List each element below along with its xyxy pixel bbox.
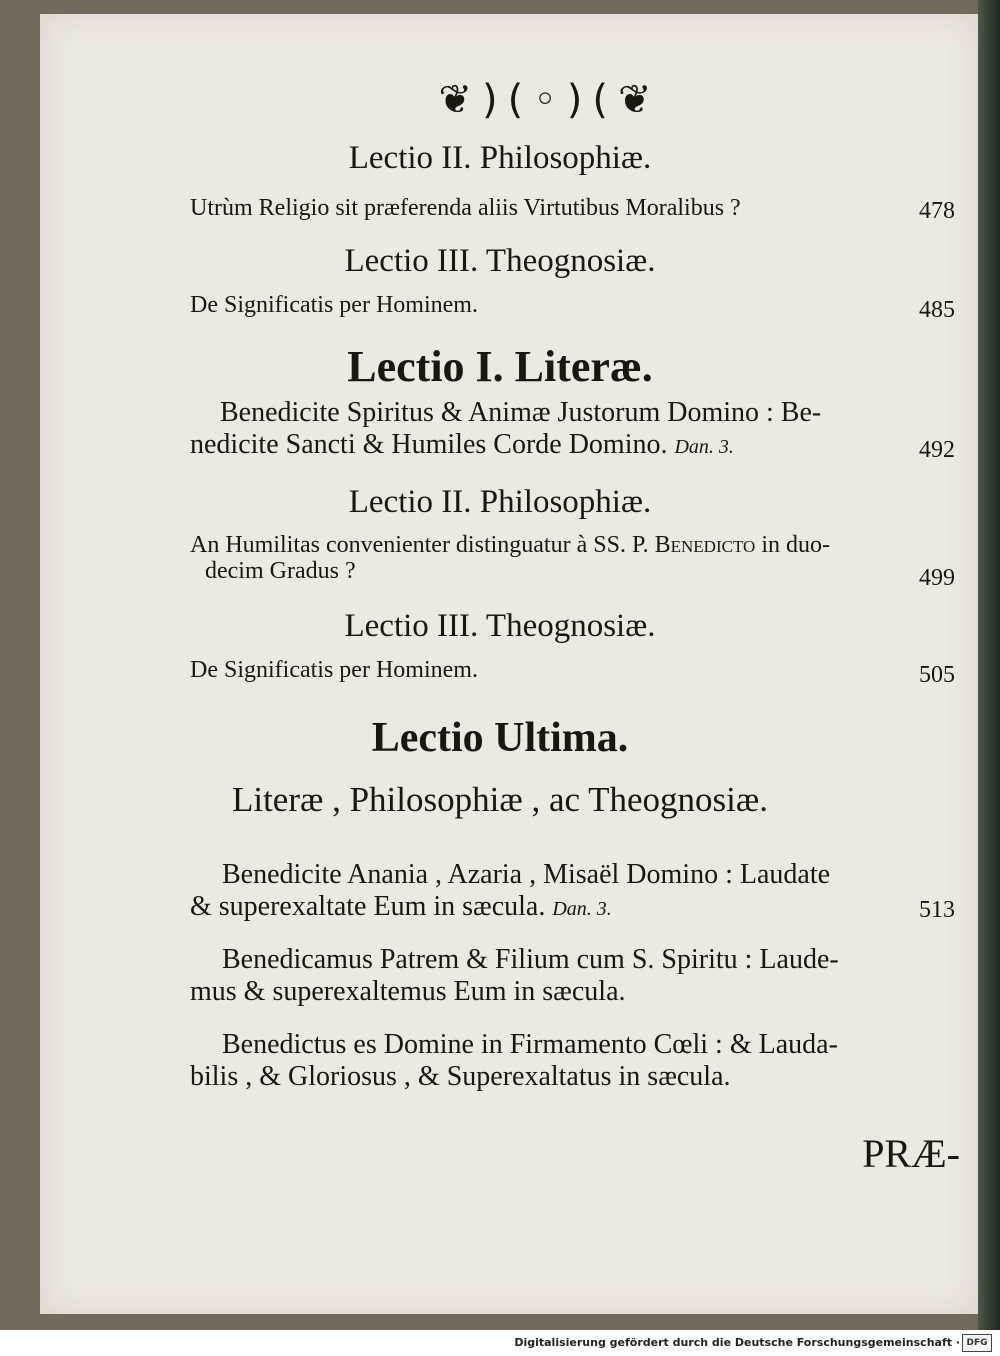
- page-number-2: 485: [919, 297, 955, 323]
- section-entry-4-smallcaps: Benedicto: [654, 532, 756, 558]
- section-heading-5: Lectio III. Theognosiæ.: [344, 608, 656, 644]
- section-entry-3-line2-text: nedicite Sancti & Humiles Corde Domino.: [190, 429, 668, 460]
- final-entry-3-line2: bilis , & Gloriosus , & Superexaltatus in sæcula.: [190, 1061, 731, 1092]
- page-number-1: 478: [919, 198, 955, 224]
- dfg-logo-icon: DFG: [962, 1334, 992, 1352]
- section-entry-4-line1b: in duo-: [761, 532, 830, 558]
- section-heading-2: Lectio III. Theognosiæ.: [344, 243, 656, 279]
- final-entry-2-line1: Benedicamus Patrem & Filium cum S. Spiritu : Laude-: [222, 944, 839, 975]
- footer-credit-text: Digitalisierung gefördert durch die Deutsche Forschungsgemeinschaft ·: [514, 1336, 960, 1349]
- section-entry-4-line1a: An Humilitas convenienter distinguatur à SS. P.: [190, 532, 649, 558]
- final-entry-1-line2: [190, 890, 960, 926]
- ornament-divider-icon: ❦)(◦)(❦: [438, 77, 662, 123]
- section-entry-2: De Significatis per Hominem.: [190, 292, 478, 318]
- section-heading-3: Lectio I. Literæ.: [347, 342, 653, 391]
- section-entry-4-line2: decim Gradus ?: [205, 558, 356, 584]
- section-heading-4: Lectio II. Philosophiæ.: [348, 484, 652, 520]
- section-entry-5: De Significatis per Hominem.: [190, 657, 478, 683]
- page-number-3: 492: [919, 437, 955, 463]
- section-entry-1: Utrùm Religio sit præferenda aliis Virtutibus Moralibus ?: [190, 195, 741, 221]
- final-entry-2-line2: mus & superexaltemus Eum in sæcula.: [190, 976, 626, 1007]
- scripture-reference-3: Dan. 3.: [674, 436, 734, 458]
- final-heading: Lectio Ultima.: [371, 715, 629, 761]
- section-heading-1: Lectio II. Philosophiæ.: [348, 140, 652, 176]
- final-entry-1-line2-text: & superexaltate Eum in sæcula.: [190, 891, 546, 922]
- final-subheading: Literæ , Philosophiæ , ac Theognosiæ.: [231, 780, 768, 819]
- page-number-4: 499: [919, 565, 955, 591]
- section-entry-3-line1: Benedicite Spiritus & Animæ Justorum Domino : Be-: [220, 397, 822, 428]
- final-entry-3-line1: Benedictus es Domine in Firmamento Cœli : & Lauda-: [222, 1029, 838, 1060]
- book-binding-edge: [978, 0, 1000, 1330]
- digitization-footer: [0, 1330, 1000, 1356]
- page-number-final: 513: [919, 897, 955, 923]
- scripture-reference-final: Dan. 3.: [552, 898, 612, 920]
- catchword: PRÆ-: [862, 1131, 960, 1176]
- section-entry-3-line2: [190, 428, 960, 464]
- page-number-5: 505: [919, 662, 955, 688]
- final-entry-1-line1: Benedicite Anania , Azaria , Misaël Domino : Laudate: [222, 859, 831, 890]
